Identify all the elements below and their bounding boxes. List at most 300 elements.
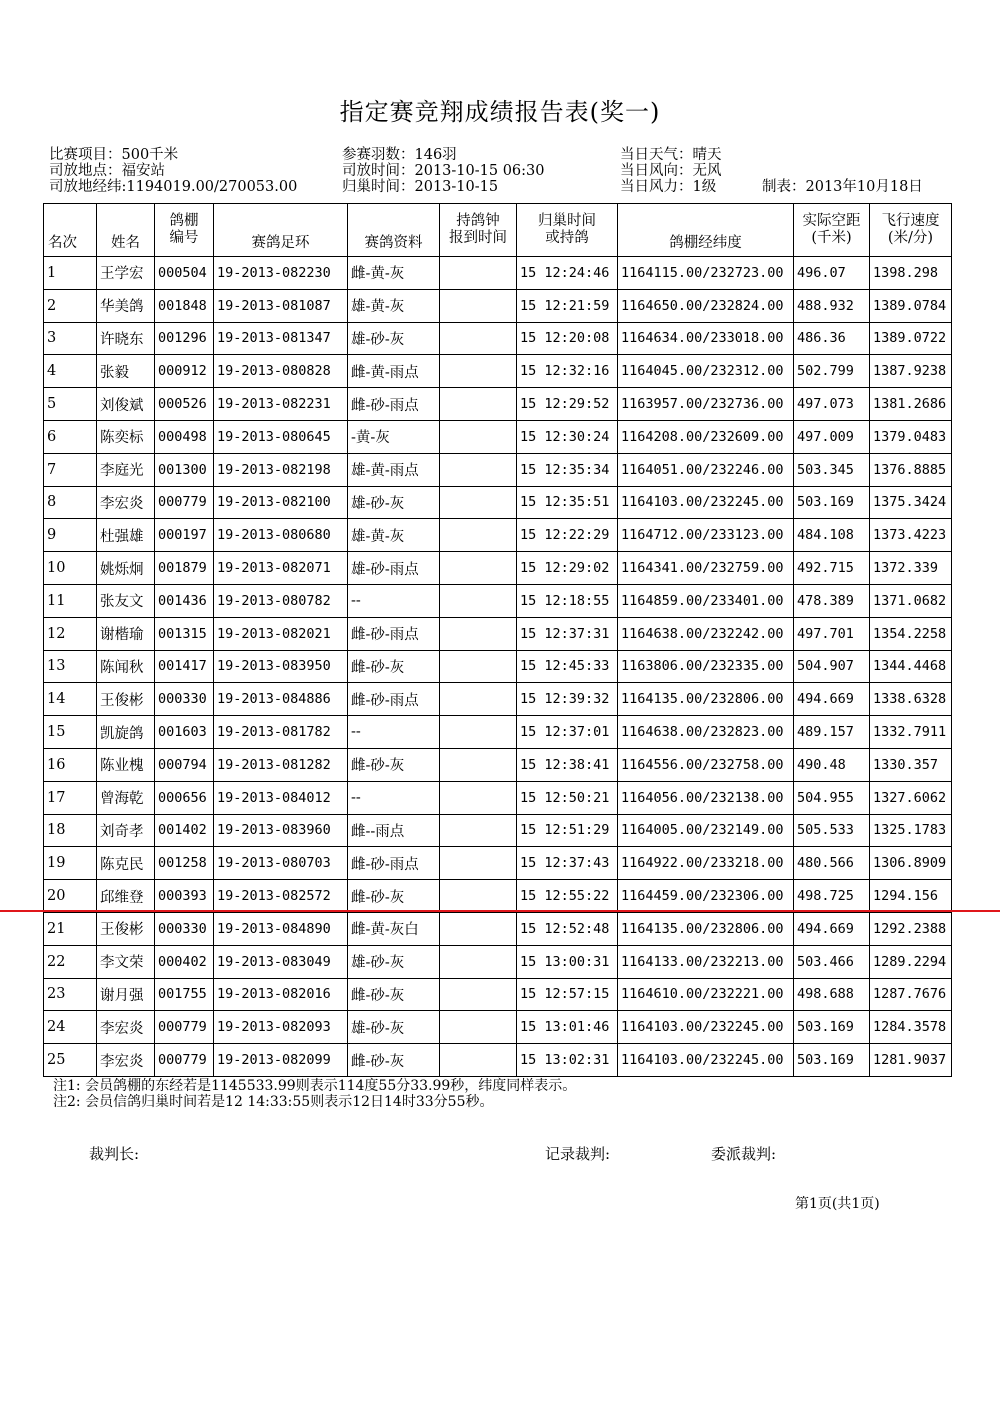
cell-distance: 484.108	[794, 519, 870, 552]
cell-speed: 1398.298	[870, 257, 952, 290]
cell-distance: 490.48	[794, 748, 870, 781]
cell-coordinates: 1164556.00/232758.00	[618, 748, 794, 781]
table-row	[44, 748, 952, 781]
clock-time-line-2: 报到时间	[449, 230, 507, 246]
results-body	[44, 257, 952, 1077]
cell-loft-no: 000402	[155, 945, 214, 978]
cell-clock-time	[440, 453, 517, 486]
cell-rank: 20	[44, 880, 97, 913]
cell-coordinates: 1164650.00/232824.00	[618, 289, 794, 322]
cell-clock-time	[440, 420, 517, 453]
cell-speed: 1287.7676	[870, 978, 952, 1011]
cell-distance: 497.073	[794, 388, 870, 421]
cell-clock-time	[440, 355, 517, 388]
cell-loft-no: 001436	[155, 584, 214, 617]
cell-name: 李文荣	[97, 945, 155, 978]
cell-arrival-time: 15 12:37:43	[517, 847, 618, 880]
cell-coordinates: 1163957.00/232736.00	[618, 388, 794, 421]
cell-rank: 19	[44, 847, 97, 880]
cell-ring: 19-2013-082016	[214, 978, 348, 1011]
recording-referee-label: 记录裁判:	[545, 1145, 611, 1163]
cell-ring: 19-2013-084012	[214, 781, 348, 814]
table-row	[44, 945, 952, 978]
cell-name: 李宏炎	[97, 1011, 155, 1044]
cell-distance: 489.157	[794, 716, 870, 749]
cell-coordinates: 1164005.00/232149.00	[618, 814, 794, 847]
cell-clock-time	[440, 322, 517, 355]
cell-coordinates: 1164135.00/232806.00	[618, 683, 794, 716]
cell-speed: 1372.339	[870, 552, 952, 585]
cell-speed: 1387.9238	[870, 355, 952, 388]
cell-ring: 19-2013-082100	[214, 486, 348, 519]
cell-loft-no: 000504	[155, 257, 214, 290]
cell-arrival-time: 15 12:39:32	[517, 683, 618, 716]
return-date: 归巢时间：2013-10-15	[342, 179, 499, 195]
cell-ring: 19-2013-081782	[214, 716, 348, 749]
cell-distance: 492.715	[794, 552, 870, 585]
table-row	[44, 650, 952, 683]
cell-coordinates: 1164115.00/232723.00	[618, 257, 794, 290]
cell-pigeon-info: -黄-灰	[348, 420, 440, 453]
cell-ring: 19-2013-082572	[214, 880, 348, 913]
cell-coordinates: 1164922.00/233218.00	[618, 847, 794, 880]
cell-coordinates: 1164133.00/232213.00	[618, 945, 794, 978]
cell-pigeon-info: 雌-砂-雨点	[348, 847, 440, 880]
cell-arrival-time: 15 13:01:46	[517, 1011, 618, 1044]
loft-no-line-1: 鸽棚	[169, 213, 199, 229]
cell-arrival-time: 15 12:51:29	[517, 814, 618, 847]
cell-distance: 480.566	[794, 847, 870, 880]
cell-coordinates: 1164103.00/232245.00	[618, 1044, 794, 1077]
cell-speed: 1389.0784	[870, 289, 952, 322]
wind-direction: 当日风向：无风	[620, 163, 722, 179]
cell-clock-time	[440, 650, 517, 683]
cell-arrival-time: 15 12:18:55	[517, 584, 618, 617]
cell-distance: 503.169	[794, 1044, 870, 1077]
distance-line-2: (千米)	[811, 230, 852, 246]
cell-pigeon-info: 雌-砂-灰	[348, 748, 440, 781]
cell-distance: 496.07	[794, 257, 870, 290]
cell-rank: 13	[44, 650, 97, 683]
speed-line-1: 飞行速度	[881, 213, 940, 229]
cell-arrival-time: 15 12:38:41	[517, 748, 618, 781]
cell-coordinates: 1164634.00/233018.00	[618, 322, 794, 355]
release-time: 司放时间：2013-10-15 06:30	[342, 163, 545, 179]
cell-rank: 3	[44, 322, 97, 355]
cell-speed: 1294.156	[870, 880, 952, 913]
cell-loft-no: 001417	[155, 650, 214, 683]
wind-force: 当日风力：1级	[620, 179, 717, 195]
cell-clock-time	[440, 781, 517, 814]
cell-coordinates: 1164712.00/233123.00	[618, 519, 794, 552]
cell-clock-time	[440, 912, 517, 945]
cell-loft-no: 001879	[155, 552, 214, 585]
cell-name: 姚烁炯	[97, 552, 155, 585]
cell-arrival-time: 15 12:35:34	[517, 453, 618, 486]
cell-speed: 1306.8909	[870, 847, 952, 880]
cell-arrival-time: 15 12:29:52	[517, 388, 618, 421]
cell-loft-no: 000779	[155, 1044, 214, 1077]
cell-arrival-time: 15 12:30:24	[517, 420, 618, 453]
cell-ring: 19-2013-081087	[214, 289, 348, 322]
cell-arrival-time: 15 12:37:01	[517, 716, 618, 749]
cell-pigeon-info: 雄-砂-灰	[348, 945, 440, 978]
col-header-loft-no	[155, 204, 214, 257]
notes	[53, 1078, 576, 1110]
cell-coordinates: 1164859.00/233401.00	[618, 584, 794, 617]
cell-speed: 1373.4223	[870, 519, 952, 552]
cell-pigeon-info: 雌-黄-灰白	[348, 912, 440, 945]
cell-rank: 7	[44, 453, 97, 486]
cell-name: 邱维登	[97, 880, 155, 913]
note-1: 注1: 会员鸽棚的东经若是1145533.99则表示114度55分33.99秒，纬度同样表示。	[53, 1078, 577, 1094]
cell-coordinates: 1164135.00/232806.00	[618, 912, 794, 945]
cell-loft-no: 001296	[155, 322, 214, 355]
cell-coordinates: 1164208.00/232609.00	[618, 420, 794, 453]
info-column-3	[620, 147, 722, 195]
table-row	[44, 420, 952, 453]
table-row	[44, 388, 952, 421]
cell-ring: 19-2013-082071	[214, 552, 348, 585]
cell-distance: 478.389	[794, 584, 870, 617]
cell-name: 李宏炎	[97, 486, 155, 519]
cell-speed: 1281.9037	[870, 1044, 952, 1077]
cell-ring: 19-2013-080828	[214, 355, 348, 388]
cell-speed: 1338.6328	[870, 683, 952, 716]
cell-arrival-time: 15 12:22:29	[517, 519, 618, 552]
table-row	[44, 683, 952, 716]
cell-distance: 497.009	[794, 420, 870, 453]
cell-clock-time	[440, 552, 517, 585]
cell-loft-no: 001315	[155, 617, 214, 650]
cell-coordinates: 1164341.00/232759.00	[618, 552, 794, 585]
cell-speed: 1292.2388	[870, 912, 952, 945]
cell-name: 张友文	[97, 584, 155, 617]
cell-pigeon-info: 雌--雨点	[348, 814, 440, 847]
cell-pigeon-info: 雄-砂-灰	[348, 1011, 440, 1044]
page-number: 第1页(共1页)	[795, 1196, 880, 1212]
cell-clock-time	[440, 1011, 517, 1044]
table-row	[44, 1011, 952, 1044]
cell-rank: 4	[44, 355, 97, 388]
cell-coordinates: 1164459.00/232306.00	[618, 880, 794, 913]
table-row	[44, 880, 952, 913]
table-row	[44, 486, 952, 519]
cell-arrival-time: 15 13:00:31	[517, 945, 618, 978]
cell-speed: 1332.7911	[870, 716, 952, 749]
cell-clock-time	[440, 880, 517, 913]
cell-rank: 2	[44, 289, 97, 322]
cell-pigeon-info: 雌-砂-灰	[348, 978, 440, 1011]
table-row	[44, 257, 952, 290]
cell-loft-no: 000794	[155, 748, 214, 781]
cell-rank: 16	[44, 748, 97, 781]
cell-arrival-time: 15 12:45:33	[517, 650, 618, 683]
cell-clock-time	[440, 388, 517, 421]
cell-rank: 9	[44, 519, 97, 552]
cell-loft-no: 000498	[155, 420, 214, 453]
cell-ring: 19-2013-083049	[214, 945, 348, 978]
cell-loft-no: 001848	[155, 289, 214, 322]
cell-distance: 503.345	[794, 453, 870, 486]
cell-rank: 14	[44, 683, 97, 716]
cell-loft-no: 001603	[155, 716, 214, 749]
cell-speed: 1330.357	[870, 748, 952, 781]
cell-loft-no: 000779	[155, 486, 214, 519]
cell-rank: 17	[44, 781, 97, 814]
cell-speed: 1381.2686	[870, 388, 952, 421]
cell-coordinates: 1164638.00/232242.00	[618, 617, 794, 650]
cell-arrival-time: 15 12:57:15	[517, 978, 618, 1011]
cell-coordinates: 1164103.00/232245.00	[618, 1011, 794, 1044]
cell-loft-no: 000330	[155, 683, 214, 716]
cell-clock-time	[440, 257, 517, 290]
chief-referee-label: 裁判长:	[89, 1145, 140, 1163]
cell-ring: 19-2013-082099	[214, 1044, 348, 1077]
cell-ring: 19-2013-084886	[214, 683, 348, 716]
cell-speed: 1375.3424	[870, 486, 952, 519]
cell-coordinates: 1164103.00/232245.00	[618, 486, 794, 519]
cell-rank: 5	[44, 388, 97, 421]
cell-speed: 1389.0722	[870, 322, 952, 355]
speed-line-2: (米/分)	[887, 230, 934, 246]
cell-name: 陈奕标	[97, 420, 155, 453]
cell-clock-time	[440, 486, 517, 519]
loft-no-line-2: 编号	[169, 230, 199, 246]
cell-ring: 19-2013-084890	[214, 912, 348, 945]
cell-ring: 19-2013-082021	[214, 617, 348, 650]
cell-arrival-time: 15 12:29:02	[517, 552, 618, 585]
cell-distance: 488.932	[794, 289, 870, 322]
cell-name: 刘奇孝	[97, 814, 155, 847]
cell-pigeon-info: 雌-砂-雨点	[348, 617, 440, 650]
cell-clock-time	[440, 847, 517, 880]
weather: 当日天气：晴天	[620, 147, 722, 163]
cell-ring: 19-2013-083950	[214, 650, 348, 683]
cell-loft-no: 000526	[155, 388, 214, 421]
cell-pigeon-info: 雌-砂-雨点	[348, 683, 440, 716]
table-row	[44, 552, 952, 585]
cell-ring: 19-2013-081347	[214, 322, 348, 355]
cell-rank: 1	[44, 257, 97, 290]
cell-ring: 19-2013-080645	[214, 420, 348, 453]
table-row	[44, 814, 952, 847]
col-header-clock-time	[440, 204, 517, 257]
cell-loft-no: 000330	[155, 912, 214, 945]
table-row	[44, 716, 952, 749]
cell-name: 王俊彬	[97, 912, 155, 945]
red-annotation-line	[0, 910, 1000, 912]
cell-pigeon-info: 雌-黄-灰	[348, 257, 440, 290]
cell-pigeon-info: 雌-砂-灰	[348, 880, 440, 913]
cell-rank: 12	[44, 617, 97, 650]
cell-speed: 1354.2258	[870, 617, 952, 650]
cell-pigeon-info: 雄-黄-灰	[348, 519, 440, 552]
cell-distance: 498.725	[794, 880, 870, 913]
cell-distance: 503.169	[794, 486, 870, 519]
cell-distance: 486.36	[794, 322, 870, 355]
cell-speed: 1327.6062	[870, 781, 952, 814]
cell-ring: 19-2013-082230	[214, 257, 348, 290]
cell-arrival-time: 15 12:37:31	[517, 617, 618, 650]
cell-distance: 504.955	[794, 781, 870, 814]
cell-loft-no: 000912	[155, 355, 214, 388]
cell-rank: 22	[44, 945, 97, 978]
cell-loft-no: 000197	[155, 519, 214, 552]
cell-rank: 18	[44, 814, 97, 847]
cell-arrival-time: 15 12:32:16	[517, 355, 618, 388]
cell-rank: 25	[44, 1044, 97, 1077]
table-row	[44, 355, 952, 388]
cell-pigeon-info: 雌-砂-灰	[348, 1044, 440, 1077]
cell-coordinates: 1164056.00/232138.00	[618, 781, 794, 814]
cell-distance: 502.799	[794, 355, 870, 388]
cell-distance: 494.669	[794, 683, 870, 716]
cell-speed: 1371.0682	[870, 584, 952, 617]
col-header-name: 姓名	[97, 204, 155, 257]
cell-rank: 24	[44, 1011, 97, 1044]
cell-arrival-time: 15 13:02:31	[517, 1044, 618, 1077]
cell-pigeon-info: 雄-砂-雨点	[348, 552, 440, 585]
cell-rank: 6	[44, 420, 97, 453]
cell-pigeon-info: 雄-砂-灰	[348, 322, 440, 355]
cell-ring: 19-2013-082231	[214, 388, 348, 421]
cell-ring: 19-2013-082093	[214, 1011, 348, 1044]
cell-rank: 10	[44, 552, 97, 585]
cell-clock-time	[440, 289, 517, 322]
cell-rank: 8	[44, 486, 97, 519]
cell-distance: 494.669	[794, 912, 870, 945]
cell-clock-time	[440, 519, 517, 552]
clock-time-line-1: 持鸽钟	[456, 213, 500, 229]
table-row	[44, 978, 952, 1011]
cell-ring: 19-2013-081282	[214, 748, 348, 781]
cell-name: 陈闻秋	[97, 650, 155, 683]
cell-pigeon-info: 雄-黄-灰	[348, 289, 440, 322]
cell-loft-no: 001300	[155, 453, 214, 486]
cell-clock-time	[440, 814, 517, 847]
cell-name: 杜强雄	[97, 519, 155, 552]
cell-rank: 23	[44, 978, 97, 1011]
cell-loft-no: 000779	[155, 1011, 214, 1044]
cell-clock-time	[440, 584, 517, 617]
cell-pigeon-info: 雌-砂-雨点	[348, 388, 440, 421]
cell-rank: 15	[44, 716, 97, 749]
cell-clock-time	[440, 978, 517, 1011]
cell-name: 李宏炎	[97, 1044, 155, 1077]
cell-arrival-time: 15 12:55:22	[517, 880, 618, 913]
cell-coordinates: 1164610.00/232221.00	[618, 978, 794, 1011]
table-row	[44, 781, 952, 814]
cell-distance: 504.907	[794, 650, 870, 683]
table-row	[44, 519, 952, 552]
col-header-arrival-time	[517, 204, 618, 257]
cell-name: 王俊彬	[97, 683, 155, 716]
cell-loft-no: 001402	[155, 814, 214, 847]
cell-coordinates: 1164051.00/232246.00	[618, 453, 794, 486]
cell-name: 曾海乾	[97, 781, 155, 814]
cell-ring: 19-2013-082198	[214, 453, 348, 486]
cell-name: 谢月强	[97, 978, 155, 1011]
cell-distance: 497.701	[794, 617, 870, 650]
cell-arrival-time: 15 12:52:48	[517, 912, 618, 945]
cell-distance: 505.533	[794, 814, 870, 847]
cell-name: 凯旋鸽	[97, 716, 155, 749]
info-column-1	[49, 147, 297, 195]
table-row	[44, 453, 952, 486]
cell-clock-time	[440, 683, 517, 716]
event-distance: 比赛项目：500千米	[49, 147, 179, 163]
cell-speed: 1325.1783	[870, 814, 952, 847]
cell-clock-time	[440, 748, 517, 781]
report-title: 指定赛竞翔成绩报告表(奖一)	[339, 98, 661, 126]
table-row	[44, 617, 952, 650]
cell-pigeon-info: 雄-砂-灰	[348, 486, 440, 519]
cell-name: 刘俊斌	[97, 388, 155, 421]
cell-name: 谢楷瑜	[97, 617, 155, 650]
entry-count: 参赛羽数：146羽	[342, 147, 457, 163]
cell-speed: 1284.3578	[870, 1011, 952, 1044]
cell-coordinates: 1164638.00/232823.00	[618, 716, 794, 749]
cell-loft-no: 000656	[155, 781, 214, 814]
table-row	[44, 912, 952, 945]
cell-name: 陈业槐	[97, 748, 155, 781]
cell-pigeon-info: 雄-黄-雨点	[348, 453, 440, 486]
arrival-time-line-2: 或持鸽	[545, 230, 589, 246]
table-row	[44, 1044, 952, 1077]
table-row	[44, 584, 952, 617]
col-header-speed	[870, 204, 952, 257]
cell-name: 王学宏	[97, 257, 155, 290]
release-location: 司放地点：福安站	[49, 163, 165, 179]
cell-clock-time	[440, 617, 517, 650]
cell-rank: 11	[44, 584, 97, 617]
cell-coordinates: 1163806.00/232335.00	[618, 650, 794, 683]
results-table	[43, 203, 952, 1077]
cell-loft-no: 001258	[155, 847, 214, 880]
cell-arrival-time: 15 12:24:46	[517, 257, 618, 290]
cell-name: 张毅	[97, 355, 155, 388]
cell-distance: 503.169	[794, 1011, 870, 1044]
prepared-date: 制表：2013年10月18日	[762, 179, 923, 195]
cell-name: 许晓东	[97, 322, 155, 355]
col-header-coordinates: 鸽棚经纬度	[618, 204, 794, 257]
cell-ring: 19-2013-080782	[214, 584, 348, 617]
arrival-time-line-1: 归巢时间	[538, 213, 596, 229]
cell-speed: 1376.8885	[870, 453, 952, 486]
cell-speed: 1344.4468	[870, 650, 952, 683]
cell-arrival-time: 15 12:50:21	[517, 781, 618, 814]
cell-pigeon-info: --	[348, 781, 440, 814]
cell-clock-time	[440, 1044, 517, 1077]
col-header-pigeon-info: 赛鸽资料	[348, 204, 440, 257]
cell-arrival-time: 15 12:20:08	[517, 322, 618, 355]
info-column-2	[342, 147, 545, 195]
cell-name: 华美鸽	[97, 289, 155, 322]
cell-arrival-time: 15 12:21:59	[517, 289, 618, 322]
table-row	[44, 289, 952, 322]
cell-name: 陈克民	[97, 847, 155, 880]
cell-coordinates: 1164045.00/232312.00	[618, 355, 794, 388]
table-row	[44, 322, 952, 355]
col-header-distance	[794, 204, 870, 257]
delegated-referee-label: 委派裁判:	[711, 1145, 777, 1163]
cell-name: 李庭光	[97, 453, 155, 486]
cell-ring: 19-2013-080703	[214, 847, 348, 880]
header-row	[44, 204, 952, 257]
cell-rank: 21	[44, 912, 97, 945]
cell-speed: 1289.2294	[870, 945, 952, 978]
